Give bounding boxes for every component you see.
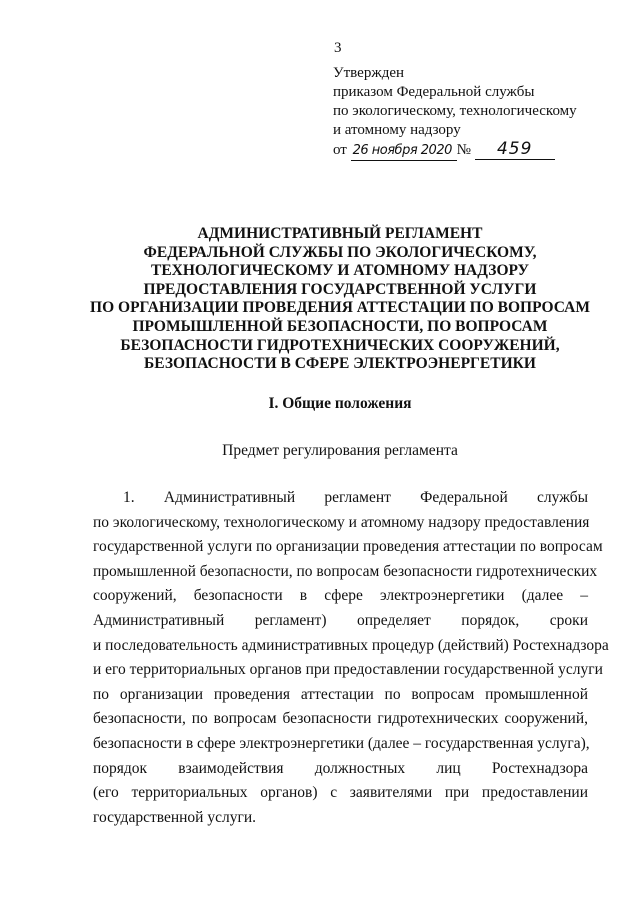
title-line: ПО ОРГАНИЗАЦИИ ПРОВЕДЕНИЯ АТТЕСТАЦИИ ПО ВОПРОСАМ [90,299,590,317]
paragraph-line: сооружений, безопасности в сфере электроэнергетики (далее – [93,587,588,605]
subsection-heading: Предмет регулирования регламента [222,442,458,459]
title-line: ТЕХНОЛОГИЧЕСКОМУ И АТОМНОМУ НАДЗОРУ [150,262,529,280]
title-line: АДМИНИСТРАТИВНЫЙ РЕГЛАМЕНТ [197,225,483,242]
title-line: ПРОМЫШЛЕННОЙ БЕЗОПАСНОСТИ, ПО ВОПРОСАМ [132,317,548,335]
paragraph-line: безопасности в сфере электроэнергетики (далее – государственная услуга), [93,734,590,752]
paragraph-line: по организации проведения аттестации по вопросам промышленной [93,685,588,703]
paragraph-line: промышленной безопасности, по вопросам безопасности гидротехнических [93,562,598,580]
paragraph-line: и последовательность административных процедур (действий) Ростехнадзора [93,636,609,654]
title-line: ФЕДЕРАЛЬНОЙ СЛУЖБЫ ПО ЭКОЛОГИЧЕСКОМУ, [143,243,537,261]
handwritten-order-number: 459 [475,140,555,160]
approval-block [333,64,577,161]
paragraph-line: порядок взаимодействия должностных лиц Ростехнадзора [93,759,588,777]
paragraph-line: (его территориальных органов) с заявителями при предоставлении [93,784,588,802]
paragraph-line: и его территориальных органов при предоставлении государственной услуги [93,661,603,679]
approval-line: Утвержден [333,65,405,81]
title-line: БЕЗОПАСНОСТИ В СФЕРЕ ЭЛЕКТРОЭНЕРГЕТИКИ [144,355,536,373]
approval-date-line [333,140,577,161]
paragraph-line: государственной услуги. [93,808,256,826]
handwritten-date: 26 ноября 2020 [351,141,457,161]
document-title [90,225,590,374]
page-number: 3 [334,40,342,56]
title-line: БЕЗОПАСНОСТИ ГИДРОТЕХНИЧЕСКИХ СООРУЖЕНИЙ, [120,336,560,354]
paragraph-line: Административный регламент) определяет порядок, сроки [93,611,588,629]
approval-line: приказом Федеральной службы [333,84,535,100]
number-sign: № [456,142,471,158]
section-heading: I. Общие положения [268,395,412,412]
paragraph-line: 1. Административный регламент Федеральной службы [123,489,588,506]
paragraph-line: государственной услуги по организации проведения аттестации по вопросам [93,538,603,556]
title-line: ПРЕДОСТАВЛЕНИЯ ГОСУДАРСТВЕННОЙ УСЛУГИ [143,280,537,298]
date-prefix: от [333,142,347,158]
paragraph-1 [93,486,609,830]
approval-line: по экологическому, технологическому [333,103,577,119]
paragraph-line: безопасности, по вопросам безопасности гидротехнических сооружений, [93,710,588,728]
approval-line: и атомному надзору [333,122,461,138]
paragraph-line: по экологическому, технологическому и атомному надзору предоставления [93,513,590,531]
